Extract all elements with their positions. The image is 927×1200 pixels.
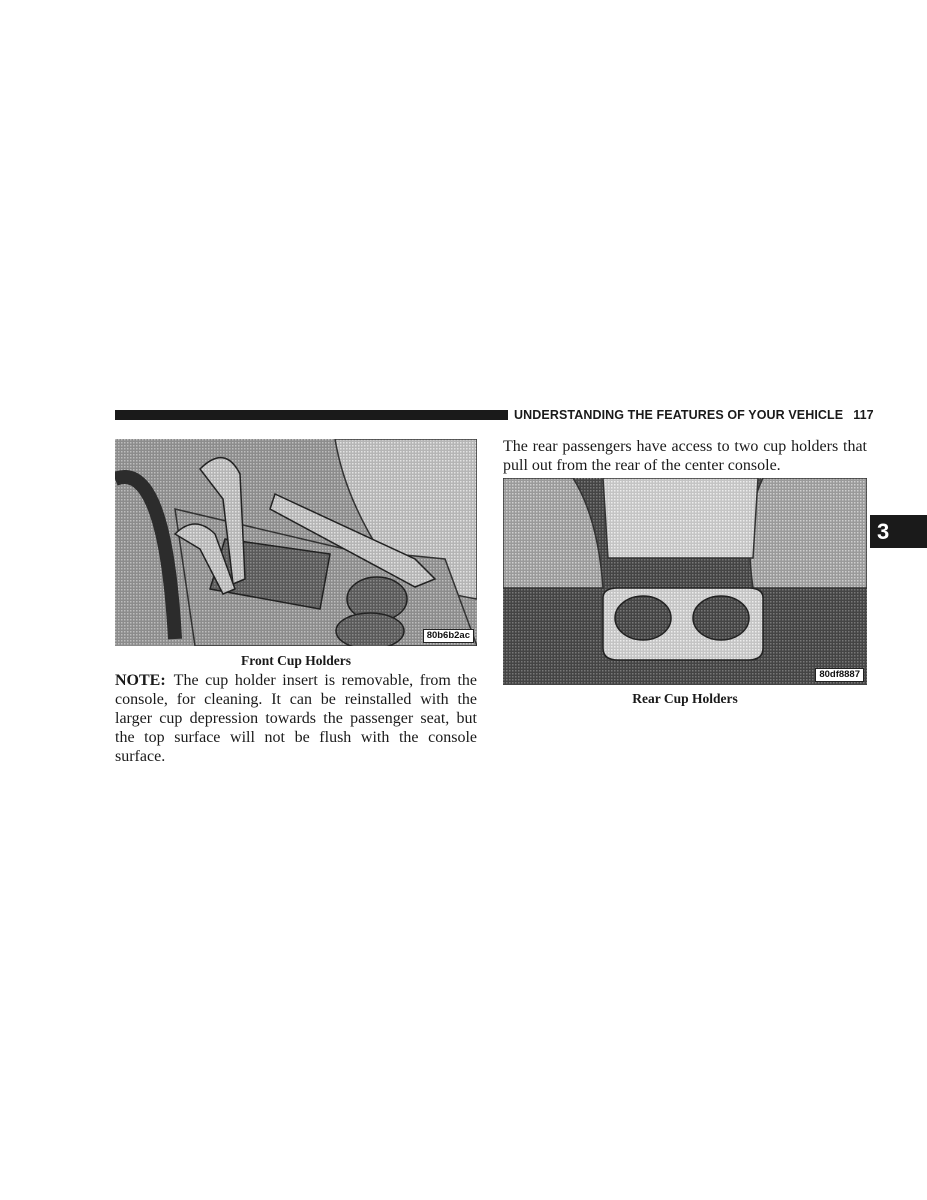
chapter-tab: 3 (870, 515, 927, 548)
front-console-illustration (115, 439, 477, 646)
rear-cup-paragraph: The rear passengers have access to two cup holders that pull out from the rear of the center console. (503, 438, 867, 474)
figure-code: 80df8887 (815, 668, 864, 682)
note-text: The cup holder insert is removable, from the console, for cleaning. It can be reinstalled with the larger cup depression towards the passenger seat, but the top surface will not be flush with the console surface. (115, 672, 477, 765)
header-rule (115, 410, 508, 420)
rear-figure-caption: Rear Cup Holders (632, 691, 738, 706)
note-paragraph (115, 671, 477, 766)
note-label: NOTE: (115, 672, 166, 689)
rear-console-illustration (503, 478, 867, 685)
page-number: 117 (853, 408, 874, 422)
section-title: UNDERSTANDING THE FEATURES OF YOUR VEHICLE (514, 408, 844, 422)
front-cup-holders-figure (115, 439, 477, 646)
running-header (514, 408, 874, 422)
rear-cup-holders-figure (503, 478, 867, 685)
figure-code: 80b6b2ac (423, 629, 474, 643)
front-figure-caption: Front Cup Holders (240, 653, 351, 668)
